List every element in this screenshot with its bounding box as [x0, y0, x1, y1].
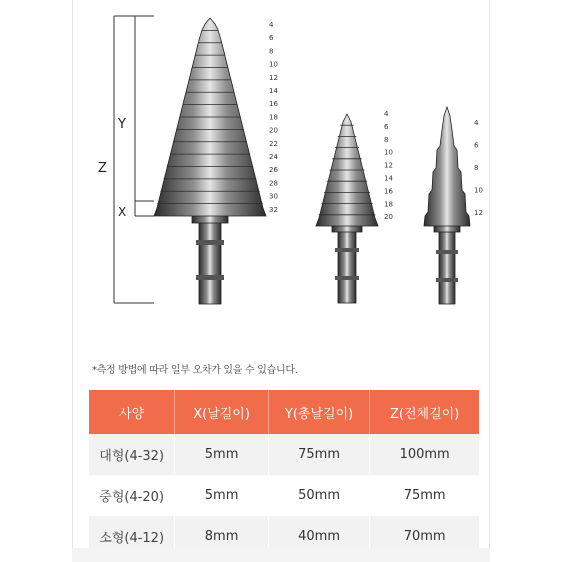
bit-size-label: 10	[269, 60, 278, 69]
bit-size-label: 6	[474, 141, 479, 150]
bit-size-label: 28	[269, 179, 278, 188]
row-z: 70mm	[370, 516, 479, 557]
row-x: 5mm	[175, 475, 269, 516]
bit-size-label: 18	[269, 113, 278, 122]
row-y: 75mm	[268, 434, 369, 475]
measurement-note: *측정 방법에 따라 일부 오차가 있을 수 있습니다.	[92, 365, 298, 376]
header-z: Z(전체길이)	[370, 390, 479, 434]
bit-size-label: 20	[384, 213, 393, 222]
medium-bit-size-labels	[384, 110, 393, 221]
bit-size-label: 12	[384, 161, 393, 170]
bit-size-label: 8	[474, 164, 479, 172]
bit-size-label: 12	[269, 73, 278, 82]
bit-size-label: 22	[269, 139, 278, 148]
bit-size-label: 20	[269, 126, 278, 135]
bottom-divider	[72, 548, 490, 562]
bit-size-label: 4	[269, 21, 274, 29]
row-z: 75mm	[370, 475, 479, 516]
large-bit-size-labels	[269, 21, 278, 214]
table-row	[89, 434, 479, 475]
row-z: 100mm	[370, 434, 479, 475]
row-x: 5mm	[175, 434, 269, 475]
header-y: Y(총날길이)	[268, 390, 369, 434]
table-row	[89, 475, 479, 516]
bit-size-label: 4	[474, 119, 479, 127]
row-size: 중형(4-20)	[89, 475, 175, 516]
bit-size-label: 26	[269, 166, 278, 175]
bit-size-label: 4	[384, 110, 389, 118]
bit-size-label: 8	[384, 135, 389, 144]
bit-size-label: 24	[269, 153, 278, 161]
bit-size-label: 16	[269, 100, 278, 109]
bit-size-label: 8	[269, 47, 274, 56]
spec-table-header	[89, 390, 479, 434]
row-y: 40mm	[268, 516, 369, 557]
dimension-y-label: Y	[118, 117, 126, 132]
bit-size-label: 14	[384, 174, 393, 183]
bit-size-label: 10	[474, 186, 483, 195]
large-step-bit	[154, 18, 266, 304]
bit-size-label: 6	[269, 34, 274, 43]
bit-size-label: 14	[269, 87, 278, 95]
dimension-z-label: Z	[98, 161, 107, 176]
small-step-bit	[424, 107, 470, 304]
spec-table	[89, 390, 479, 557]
header-spec: 사양	[89, 390, 175, 434]
bit-size-label: 32	[269, 205, 278, 214]
row-x: 8mm	[175, 516, 269, 557]
row-size: 소형(4-12)	[89, 516, 175, 557]
step-drill-bit-diagram	[72, 0, 490, 330]
bit-size-label: 6	[384, 122, 389, 131]
dimension-x-label: X	[118, 205, 127, 219]
bit-size-label: 30	[269, 192, 278, 201]
small-bit-size-labels	[474, 119, 483, 217]
row-size: 대형(4-32)	[89, 434, 175, 475]
bit-size-label: 18	[384, 200, 393, 209]
medium-step-bit	[316, 114, 378, 303]
row-y: 50mm	[268, 475, 369, 516]
bit-size-label: 12	[474, 209, 483, 217]
bit-size-label: 10	[384, 148, 393, 157]
dimension-lines	[114, 16, 154, 303]
header-x: X(날길이)	[175, 390, 269, 434]
bit-size-label: 16	[384, 187, 393, 196]
